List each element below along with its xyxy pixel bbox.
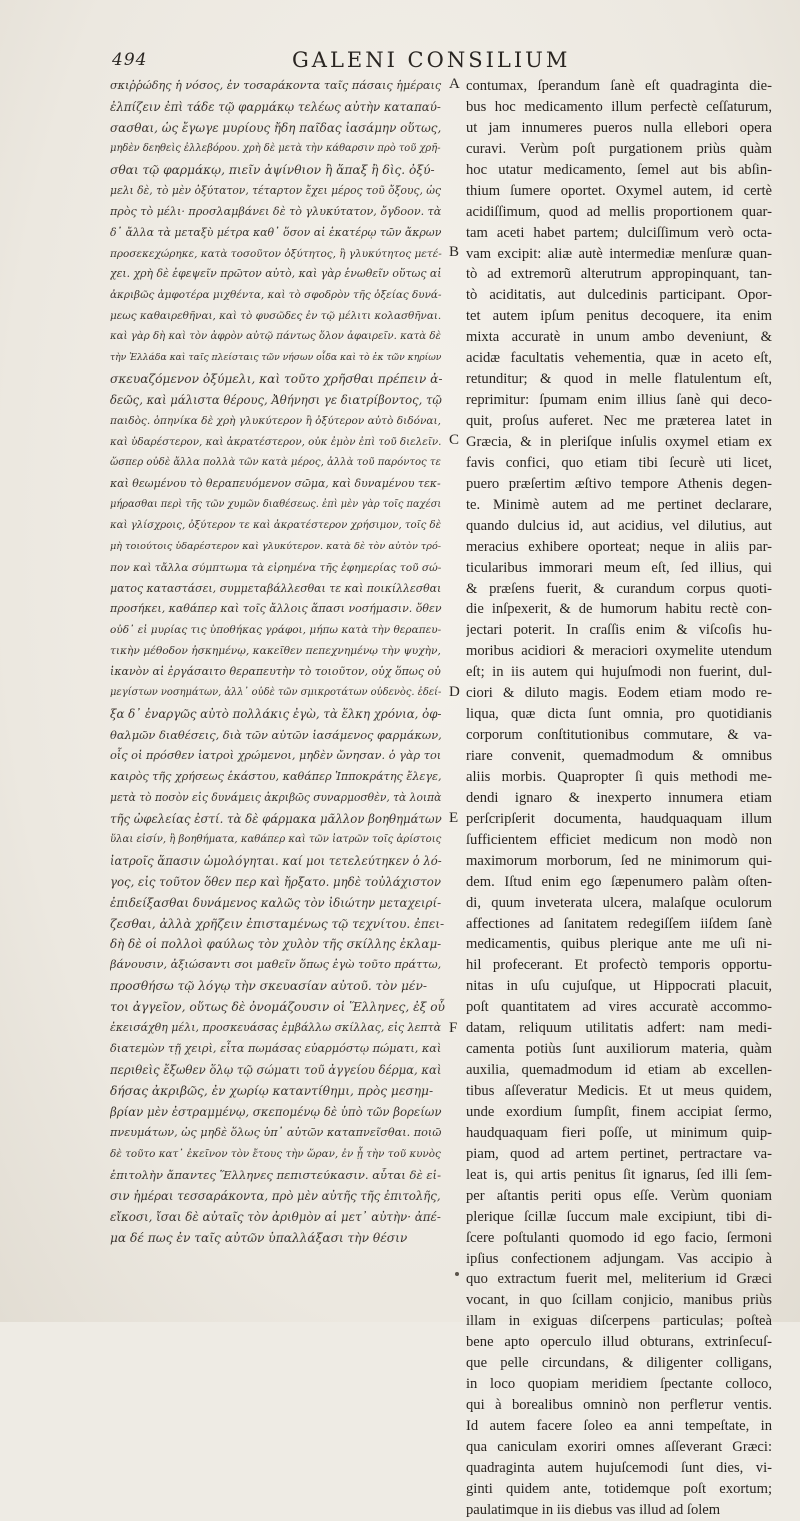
margin-letter-f: F — [449, 1020, 458, 1036]
latin-line: tet autem ipſum penitus decoquere, ita enim — [466, 308, 772, 325]
latin-line: puero præſertim æſtivo tempore Athenis degen- — [466, 475, 772, 492]
latin-line: te. Minimè autem ad me pertinet declarare, — [466, 496, 772, 513]
ink-dot — [455, 1272, 459, 1276]
greek-line: προσθήσω τῷ λόγῳ τὴν σκευασίαν αὐτοῦ. τὸν μέν- — [110, 979, 427, 994]
latin-line: aliis morbis. Quapropter ſi quis methodi me- — [466, 768, 772, 785]
latin-line: ticularibus immorari meum eſt, ſed illius, qui — [466, 559, 772, 576]
greek-line: θαλμῶν διαθέσεις, διὰ τῶν αὐτῶν ἰασάμενος φαρμάκων, — [110, 728, 442, 743]
margin-letter-e: E — [449, 810, 459, 826]
page-number: 494 — [112, 50, 148, 70]
latin-line: jectari poterit. In craſſis enim & viſcoſis hu- — [466, 622, 772, 639]
latin-line: quo extractum fuerit mel, meliterium id Græci — [466, 1271, 772, 1288]
latin-line: piam, quod ad artem pertinet, pertractare va- — [466, 1145, 772, 1162]
greek-line: καὶ γὰρ δὴ καὶ τὸν ἀφρὸν αὐτῷ πάντως ὅλον ἀφαιρεῖν. κατὰ δὲ — [110, 331, 442, 343]
latin-line: ipſius confectionem adjungam. Vas accipio à — [466, 1250, 772, 1267]
latin-line: & præſens fuerit, & curandum corpus quoti- — [466, 580, 772, 597]
greek-line: δὲ τοῦτο κατ᾽ ἐκεῖνον τὸν ἔτους τὴν ὥραν, ἐν ᾗ τὴν τοῦ κυνὸς — [110, 1147, 441, 1160]
latin-line: plerique ſcillæ ſuccum male excipiunt, tibi di- — [466, 1208, 772, 1225]
page-header — [112, 48, 752, 74]
margin-letter-d: D — [449, 684, 460, 700]
latin-line: in loco quopiam meridiem ſpectante colloco, — [466, 1376, 772, 1393]
greek-line: ὕλαι εἰσίν, ἢ βοηθήματα, καθάπερ καὶ τῶν ἰατρῶν τοῖς ἀρίστοις — [110, 833, 442, 845]
latin-line: bene apto operculo illud obturans, extrinſecuſ- — [466, 1334, 772, 1351]
greek-line: πον καὶ τἄλλα σύμπτωμα τὰ εἰρημένα τῆς ἐφημερίας τοῦ σώ- — [110, 561, 442, 574]
greek-line: καὶ ὑδαρέστερον, καὶ ἀκρατέστερον, οὐκ ἐμὸν ἐπὶ τοῦ διελεῖν. — [110, 435, 442, 448]
greek-line: δὴ δὲ οἱ πολλοὶ φαύλως τὸν χυλὸν τῆς σκίλλης ἐκλαμ- — [110, 937, 442, 952]
latin-line: auxilia, quemadmodum id etiam ab excellen- — [466, 1062, 772, 1079]
greek-line: καιρὸς τῆς χρήσεως ἑκάστου, καθάπερ Ἱπποκράτης ἔλεγε, — [110, 769, 442, 783]
latin-line: paulatimque in iis diebus vas illud ad ſolem — [466, 1501, 721, 1518]
greek-line: μεγίστων νοσημάτων, ἀλλ᾽ οὐδὲ τῶν σμικροτάτων οὐδενὸς. ἐδεί- — [110, 687, 442, 699]
greek-line: διατεμὼν τῇ χειρὶ, εἶτα πωμάσας εὐαρμόστῳ πώματι, καὶ — [110, 1042, 442, 1056]
greek-line: γος, εἰς τοῦτον ὅθεν περ καὶ ἤρξατο. μηδὲ τοὐλάχιστον — [110, 874, 441, 889]
latin-line: thium ſumere oportet. Oxymel autem, id certè — [466, 182, 772, 199]
greek-line: δ᾽ ἄλλα τὰ μεταξὺ μέτρα καθ᾽ ὅσον αἰ ἑκατέρῳ τῶν ἄκρων — [110, 225, 442, 239]
greek-line: καὶ θεωμένου τὸ θεραπευόμενον σῶμα, καὶ δυναμένου τεκ- — [110, 476, 441, 490]
latin-line: maximorum morborum, ſed ne minimorum qui- — [466, 852, 772, 869]
latin-line: ut jam innumeres pueros nulla ellebori opera — [466, 119, 772, 136]
greek-line: σασθαι, ὡς ἔγωγε μυρίους ἤδη παῖδας ἰασάμην οὕτως, — [110, 120, 442, 135]
greek-line: δήσας ἀκριβῶς, ἐν χωρίῳ καταντίθημι, πρὸς μεσημ- — [110, 1084, 434, 1098]
greek-line: βρίαν μὲν ἐστραμμένῳ, σκεπομένῳ δὲ ὑπὸ τῶν βορείων — [110, 1104, 442, 1119]
greek-line: ἐκεισάχθη μέλι, προσκευάσας ἐμβάλλω σκίλλας, εἰς λεπτὰ — [110, 1021, 442, 1035]
latin-line: perſcripſerit documenta, haudquaquam illum — [466, 810, 772, 827]
latin-text-column — [466, 76, 772, 1521]
greek-text-column — [110, 76, 448, 1249]
latin-line: acidæ facultatis vehementia, quæ in aceto eſt, — [466, 350, 772, 367]
greek-line: μεως καθαιρεθῆναι, καὶ τὸ φυσῶδες ἐν τῷ μέλιτι κολασθῆναι. — [110, 310, 442, 323]
greek-line: ἱκανὸν αἰ ἐργάσαιτο θεραπευτὴν τὸ τοιοῦτον, οὐχ ὅπως οὐ — [110, 665, 441, 679]
latin-line: tò ad extremorũ alterutrum appropinquant, tan- — [466, 266, 772, 283]
greek-line: δεῶς, καὶ μάλιστα θέρους, Ἀθήνησι γε διατρίβοντος, τῷ — [110, 393, 442, 408]
latin-line: per aſtantis periti opus eſſe. Verùm quoniam — [466, 1187, 772, 1204]
greek-line: σθαι τῷ φαρμάκῳ, πιεῖν ἀψίνθιον ἢ ἅπαξ ἢ δὶς. ὀξύ- — [110, 162, 435, 177]
greek-line: πρὸς τὸ μέλι· προσλαμβάνει δὲ τὸ γλυκύτατον, ὄγδοον. τὰ — [110, 204, 442, 218]
greek-line: ἐλπίζειν ἐπὶ τάδε τῷ φαρμάκῳ τελέως αὐτὴν καταπαύ- — [110, 99, 441, 114]
greek-line: σκιῤῥώδης ἡ νόσος, ἐν τοσαράκοντα ταῖς πάσαις ἡμέραις — [110, 79, 442, 92]
latin-line: riare convenit, quemadmodum & omnibus — [466, 748, 772, 764]
latin-line: que pelle circundans, & diligenter colligans, — [466, 1355, 772, 1372]
latin-line: unde exordium ſumpſit, finem accipiat ſermo, — [466, 1103, 772, 1120]
greek-line: τὴν Ἑλλάδα καὶ ταῖς πλείσταις τῶν νήσων οἶδα καὶ τὸ ἐκ τῶν κηρίων — [110, 352, 442, 364]
latin-line: ſcere poſtulanti quomodo id ego facio, ſermoni — [466, 1229, 772, 1246]
latin-line: qui à borealibus omninò non perflетur ventis. — [466, 1397, 772, 1414]
greek-line: παιδὸς. ὁπηνίκα δὲ χρὴ γλυκύτερον ἢ ὀξύτερον αὐτὸ διδόναι, — [110, 415, 442, 427]
latin-line: acidiſſimum, quod ad mellis proportionem quar- — [466, 203, 772, 220]
greek-line: σκευαζόμενον ὀξύμελι, καὶ τοῦτο χρῆσθαι πρέπειν ἀ- — [110, 372, 443, 387]
latin-line: affectiones ad ſanitatem redegiſſem iiſdem ſanè — [466, 915, 772, 932]
latin-line: contumax, ſperandum ſanè eſt quadraginta die- — [466, 78, 772, 94]
latin-line: bus hoc medicamento illum perfectè ceſſaturum, — [466, 98, 772, 115]
latin-line: meracius exhibere oporteat; neque in aliis par- — [466, 538, 772, 555]
greek-line: οἷς οἱ πρόσθεν ἰατροὶ χρώμενοι, μηδὲν ὤνησαν. ὁ γὰρ τοι — [110, 749, 442, 762]
greek-line: μα δέ πως ἐν ταῖς αὐτῶν ὑπαλλάξασι τὴν θέσιν — [110, 1230, 408, 1245]
greek-line: ζεσθαι, ἀλλὰ χρῆζειν ἐπισταμένως τῷ τεχνίτου. ἐπει- — [110, 916, 445, 931]
greek-line: χει. χρὴ δὲ ἐφεψεῖν πρῶτον αὐτὸ, καὶ γὰρ ἑνωθεῖν οὕτως αἰ — [110, 267, 442, 281]
margin-letter-c: C — [449, 432, 460, 448]
latin-line: ſufficientem efficiet medicum non modò non — [466, 831, 772, 848]
latin-line: hil profecerant. Et profectò temporis opportu- — [466, 957, 772, 974]
latin-line: curavi. Verùm poſt purgationem priùs quàm — [466, 140, 772, 157]
latin-line: quit, proſus auferet. Nec me præterea latet in — [466, 413, 772, 429]
greek-line: τικὴν μέθοδον ἠσκημένῳ, κακεῖθεν πεπεχνημένῳ τὴν ψυχὴν, — [110, 644, 441, 658]
latin-line: ginti quidem ante, totidemque poſt exortum; — [466, 1480, 772, 1497]
greek-line: ἰατροῖς ἅπασιν ὡμολόγηται. καί μοι τετελεύτηκεν ὁ λό- — [110, 853, 442, 868]
latin-line: corporum conſtitutionibus commutare, & va- — [466, 727, 772, 744]
greek-line: καὶ γλίσχροις, ὀξύτερον τε καὶ ἀκρατέστερον χρήσιμον, τοῖς δὲ — [110, 519, 442, 531]
greek-line: τῆς ὠφελείας ἐστί. τὰ δὲ φάρμακα μᾶλλον βοηθημάτων — [110, 811, 442, 826]
latin-line: camenta potiùs ſunt auxiliorum materia, quàm — [466, 1041, 772, 1058]
greek-line: προσεκεχώρηκε, κατὰ τοσοῦτον ὀξύτητος, ἢ γλυκύτητος μετέ- — [110, 247, 442, 260]
latin-line: moribus acidiori & meraciori oxymelite utendum — [466, 643, 772, 660]
greek-line: ἐπιτολὴν ἄπαντες Ἕλληνες πεπιστεύκασιν. αὗται δὲ εἰ- — [110, 1167, 441, 1182]
greek-line: μὴ τοιούτοις ὑδαρέστερον καὶ γλυκύτερον. κατὰ δὲ τὸν αὐτὸν τρό- — [110, 540, 442, 552]
margin-letter-b: B — [449, 244, 460, 260]
latin-line: poſt quantitatem ad vires accuratè accommo- — [466, 999, 772, 1016]
latin-line: di, quum inveterata ulcera, malaſque oculorum — [466, 894, 772, 911]
latin-line: illam in exiguas diſcerpens particulas; poſteà — [466, 1313, 772, 1330]
latin-line: leat is, qui artis penitus ſit ignarus, ſed illi ſem- — [466, 1166, 772, 1183]
latin-line: liqua, quæ dicta ſunt omnia, pro quotidianis — [466, 706, 772, 723]
latin-line: tibus aſſeveratur Medicis. Et ut meus quidem, — [466, 1083, 772, 1099]
latin-line: favis confici, quo etiam tibi ſecurè uti licet, — [466, 454, 772, 471]
greek-line: βάνουσιν, ἀξιώσαντι σοι μαθεῖν ὅπως ἐγὼ τοῦτο πράττω, — [110, 958, 442, 972]
latin-line: dendi ignaro & inexperto innumera etiam — [466, 789, 772, 806]
greek-line: ὥσπερ οὐδὲ ἄλλα πολλὰ τῶν κατὰ μέρος, ἀλλὰ τοῦ παρόντος τε — [110, 456, 441, 468]
latin-line: vocant, in quo ſcillam conjicio, manibus priùs — [466, 1292, 772, 1309]
greek-line: ματος καταστάσει, συμμεταβάλλεσθαι τε καὶ ποικίλλεσθαι — [110, 581, 442, 595]
latin-line: reprimitur: ſpumam enim illius ſanè qui deco- — [466, 392, 772, 409]
greek-line: προσήκει, καθάπερ καὶ τοῖς ἄλλοις ἅπασι νοσήμασιν. ὅθεν — [110, 602, 442, 616]
greek-line: μήρασθαι περὶ τῆς τῶν χυμῶν διαθέσεως. ἐπὶ μὲν γὰρ τοῖς παχέσι — [110, 498, 442, 510]
latin-line: eſt; in iis autem qui hujuſmodi non fuerint, dul- — [466, 664, 772, 681]
latin-line: Græcia, & in pleriſque inſulis oxymel etiam ex — [466, 433, 772, 450]
latin-line: quadraginta autem hujuſcemodi ſunt dies, vi- — [466, 1459, 772, 1476]
greek-line: εἴκοσι, ἴσαι δὲ αὐταῖς τὸν ἀριθμὸν αἱ μετ᾽ αὐτὴν· ἀπέ- — [110, 1209, 441, 1224]
greek-line: μελι δὲ, τὸ μὲν ὀξύτατον, τέταρτον ἔχει μέρος τοῦ ὄξους, ὡς — [110, 183, 441, 197]
latin-line: tò aciditatis, aut dulcedinis participant. Opor- — [466, 287, 772, 304]
greek-line: πνευμάτων, ὡς μηδὲ ὅλως ὑπ᾽ αὐτῶν καταπνεῖσθαι. ποιῶ — [110, 1125, 442, 1139]
greek-line: περιθεὶς ἔξωθεν ὅλῳ τῷ σώματι τοῦ ἀγγείου δέρμα, καὶ — [110, 1063, 442, 1078]
greek-line: τοι ἀγγεῖον, οὕτως δὲ ὀνομάζουσιν οἱ Ἕλληνες, ἐξ οὗ — [110, 1000, 445, 1015]
greek-line: σιν ἡμέραι τεσσαράκοντα, πρὸ μὲν αὐτῆς τῆς ἐπιτολῆς, — [110, 1188, 441, 1203]
latin-line: qua caniculam exoriri omnes aſſeverant Græci: — [466, 1438, 772, 1455]
latin-line: haudquaquam fieri poſſe, ut minimum quip- — [466, 1124, 772, 1141]
greek-line: μετὰ τὸ ποσὸν εἰς δυνάμεις ἀκριβῶς συναρμοσθὲν, τὰ λοιπὰ — [110, 790, 442, 804]
latin-line: mixta accuratè in unum ambo deveniunt, & — [466, 329, 772, 346]
latin-line: quando dulcius id, aut acidius, vel dilutius, aut — [466, 517, 772, 534]
latin-line: tam aceti habet partem; dulciſſimum verò octa- — [466, 224, 772, 241]
latin-line: dem. Iſtud enim ego ſæpenumero palàm oſten- — [466, 873, 772, 890]
greek-line: μηδὲν δεηθεὶς ἐλλεβόρου. χρὴ δὲ μετὰ τὴν κάθαρσιν πρὸ τοῦ χρῆ- — [110, 142, 441, 154]
margin-letter-a: A — [449, 76, 460, 92]
latin-line: nitas in uſu cujuſque, ut Hippocrati placuit, — [466, 978, 772, 995]
latin-line: datam, reliquum utilitatis adfert: nam medi- — [466, 1020, 772, 1037]
latin-line: medicamentis, quibus plerique ante me uſi ni- — [466, 936, 772, 953]
latin-line: ciori & diluto magis. Eodem etiam modo re- — [466, 685, 772, 702]
latin-line: die inſpexerit, & de humorum habitu rectè con- — [466, 601, 772, 618]
greek-line: ἐπιδείξασθαι δυνάμενος καλῶς τὸν ἰδιώτην μεταχειρί- — [110, 895, 442, 910]
latin-line: hoc utatur medicamento, ſemel aut bis abſin- — [466, 161, 772, 178]
latin-line: retunditur; & quod in melle flatulentum eſt, — [466, 371, 772, 388]
greek-line: ξα δ᾽ ἐναργῶς αὐτὸ πολλάκις ἐγὼ, τὰ ἕλκη χρόνια, ὀφ- — [110, 707, 442, 722]
running-title: GALENI CONSILIUM — [292, 48, 571, 72]
greek-line: ἀκριβῶς ἀμφοτέρα μιχθέντα, καὶ τὸ σφοδρὸν τῆς ὀξείας δυνά- — [110, 289, 442, 302]
latin-line: Id autem facere ſoleo ea anni tempeſtate, in — [466, 1418, 772, 1434]
latin-line: vam excipit: aliæ autè intermediæ menſuræ quan- — [466, 245, 772, 262]
greek-line: οὐδ᾽ εἰ μυρίας τις ὑποθήκας γράφοι, μήπω κατὰ τὴν θεραπευ- — [110, 624, 442, 637]
